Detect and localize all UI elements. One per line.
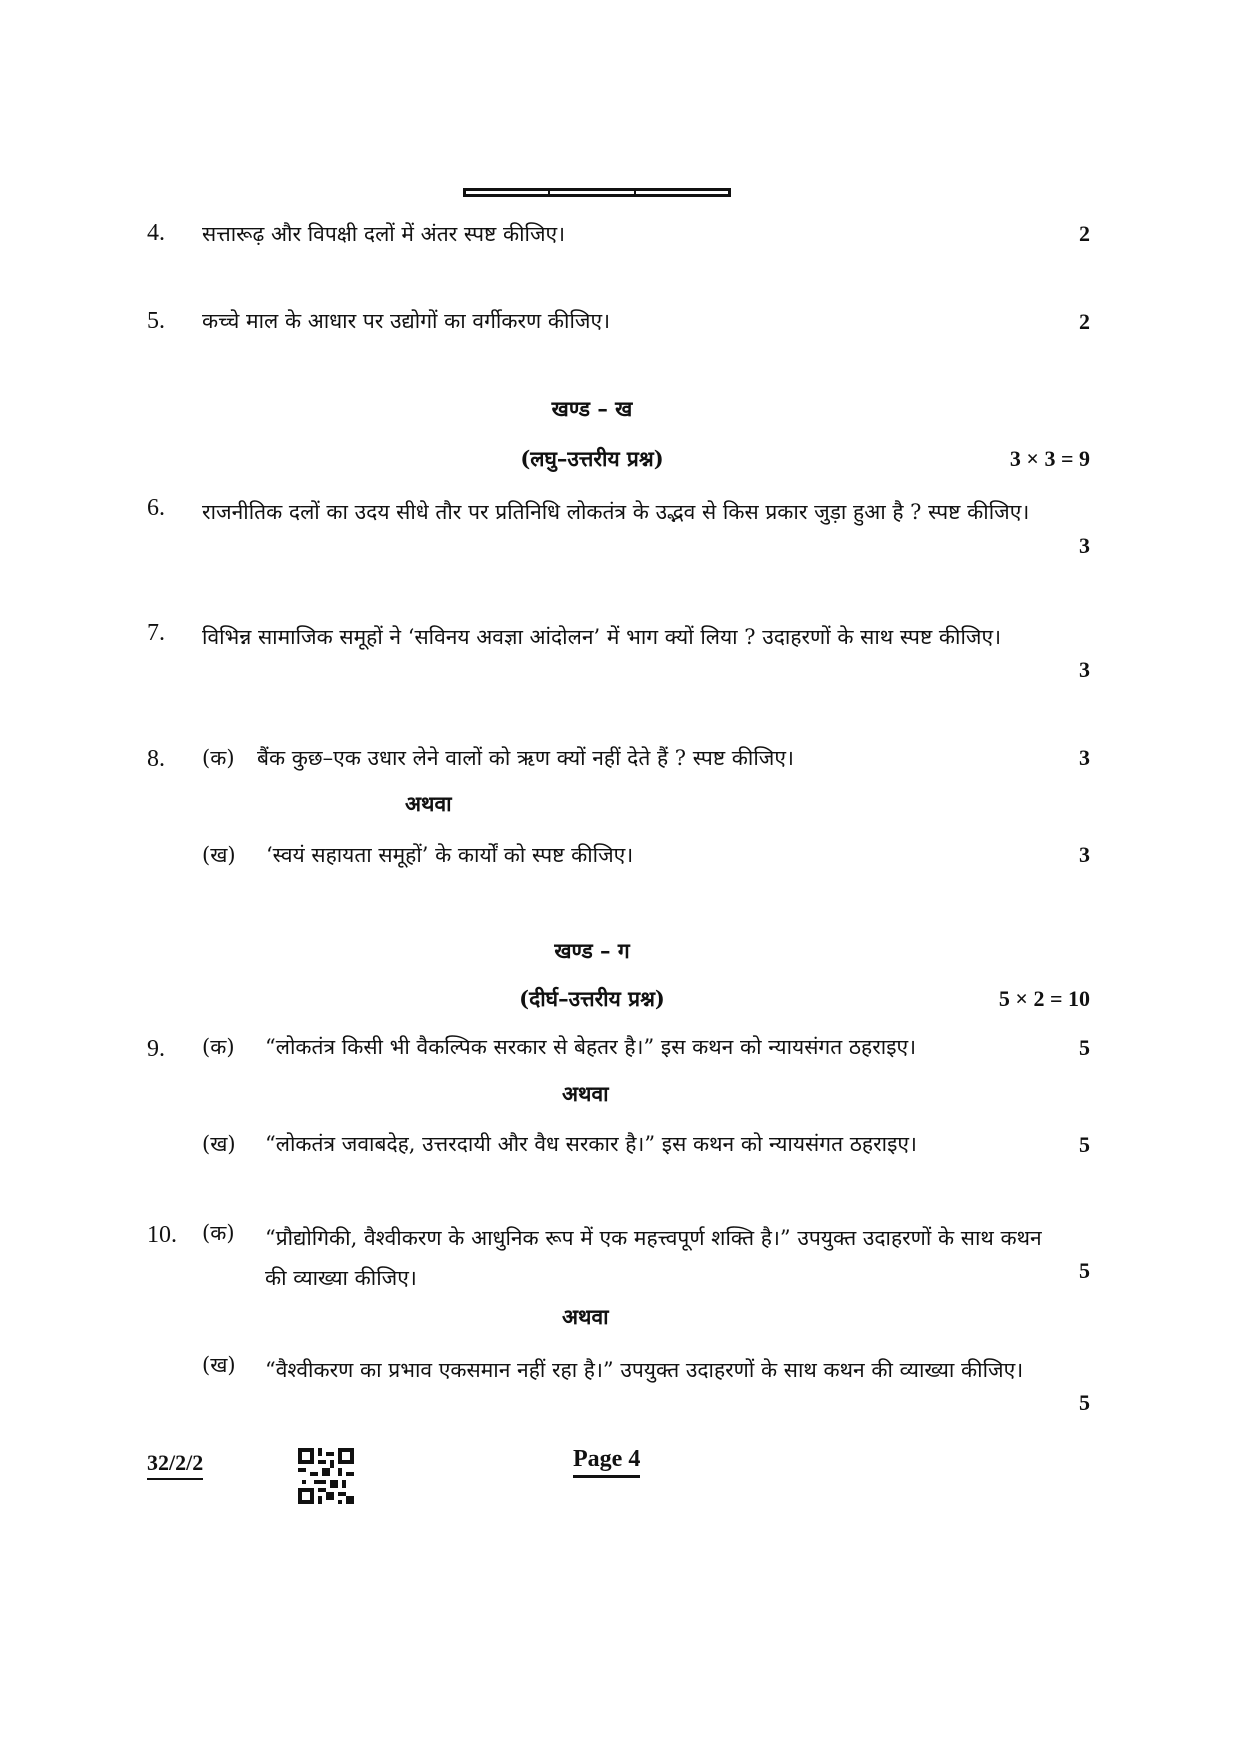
question-number: 5.: [147, 308, 165, 334]
option-text: बैंक कुछ–एक उधार लेने वालों को ऋण क्यों नहीं देते हैं ? स्पष्ट कीजिए।: [257, 746, 794, 770]
question-number: 6.: [147, 495, 165, 521]
section-marks: 3 × 3 = 9: [1009, 446, 1090, 471]
option-text: “प्रौद्योगिकी, वैश्वीकरण के आधुनिक रूप में एक महत्त्वपूर्ण शक्ति है।” उपयुक्त उदाहरणों के साथ कथन की व्याख्या कीजिए।: [265, 1226, 1042, 1290]
top-rule-divider: [548, 188, 550, 196]
question-marks: 5: [1079, 1035, 1090, 1060]
question-marks: 3: [1079, 657, 1090, 682]
question-number: 4.: [147, 220, 165, 246]
section-subtitle: (दीर्घ–उत्तरीय प्रश्न): [519, 986, 665, 1011]
option-text: “वैश्वीकरण का प्रभाव एकसमान नहीं रहा है।” उपयुक्त उदाहरणों के साथ कथन की व्याख्या कीजिए।: [265, 1358, 1024, 1382]
question-marks: 2: [1079, 309, 1090, 334]
question-marks: 5: [1079, 1258, 1090, 1283]
option-label: (क): [202, 746, 235, 770]
option-label: (क): [202, 1035, 235, 1059]
option-text: “लोकतंत्र जवाबदेह, उत्तरदायी और वैध सरकार है।” इस कथन को न्यायसंगत ठहराइए।: [265, 1132, 917, 1156]
section-title: खण्ड – ग: [554, 938, 630, 963]
option-label: (ख): [202, 1353, 236, 1377]
qr-code-icon: [298, 1448, 354, 1504]
question-marks: 5: [1079, 1390, 1090, 1415]
question-text: राजनीतिक दलों का उदय सीधे तौर पर प्रतिनिधि लोकतंत्र के उद्भव से किस प्रकार जुड़ा हुआ है ? स्पष्ट कीजिए।: [202, 500, 1030, 524]
top-rule-divider: [634, 188, 636, 196]
or-label: अथवा: [562, 1081, 609, 1106]
top-rule-bar: [463, 188, 731, 197]
question-text: कच्चे माल के आधार पर उद्योगों का वर्गीकरण कीजिए।: [202, 309, 611, 333]
option-text: “लोकतंत्र किसी भी वैकल्पिक सरकार से बेहतर है।” इस कथन को न्यायसंगत ठहराइए।: [265, 1035, 917, 1059]
question-number: 10.: [147, 1222, 177, 1248]
question-marks: 3: [1079, 745, 1090, 770]
section-marks: 5 × 2 = 10: [998, 986, 1090, 1011]
paper-code: 32/2/2: [147, 1450, 203, 1480]
option-label: (ख): [202, 1132, 236, 1156]
question-number: 8.: [147, 746, 165, 772]
section-subtitle: (लघु–उत्तरीय प्रश्न): [520, 446, 664, 471]
question-text: सत्तारूढ़ और विपक्षी दलों में अंतर स्पष्ट कीजिए।: [202, 222, 566, 246]
question-marks: 5: [1079, 1132, 1090, 1157]
or-label: अथवा: [562, 1304, 609, 1329]
question-marks: 3: [1079, 842, 1090, 867]
section-title: खण्ड – ख: [551, 396, 633, 421]
page-number: Page 4: [573, 1446, 640, 1478]
question-number: 9.: [147, 1036, 165, 1062]
question-text: विभिन्न सामाजिक समूहों ने ‘सविनय अवज्ञा आंदोलन’ में भाग क्यों लिया ? उदाहरणों के साथ स्पष्ट कीजिए।: [202, 625, 1002, 649]
or-label: अथवा: [405, 791, 452, 816]
question-number: 7.: [147, 620, 165, 646]
question-marks: 3: [1079, 533, 1090, 558]
question-marks: 2: [1079, 221, 1090, 246]
option-label: (ख): [202, 843, 236, 867]
option-label: (क): [202, 1221, 235, 1245]
option-text: ‘स्वयं सहायता समूहों’ के कार्यों को स्पष्ट कीजिए।: [266, 843, 634, 867]
